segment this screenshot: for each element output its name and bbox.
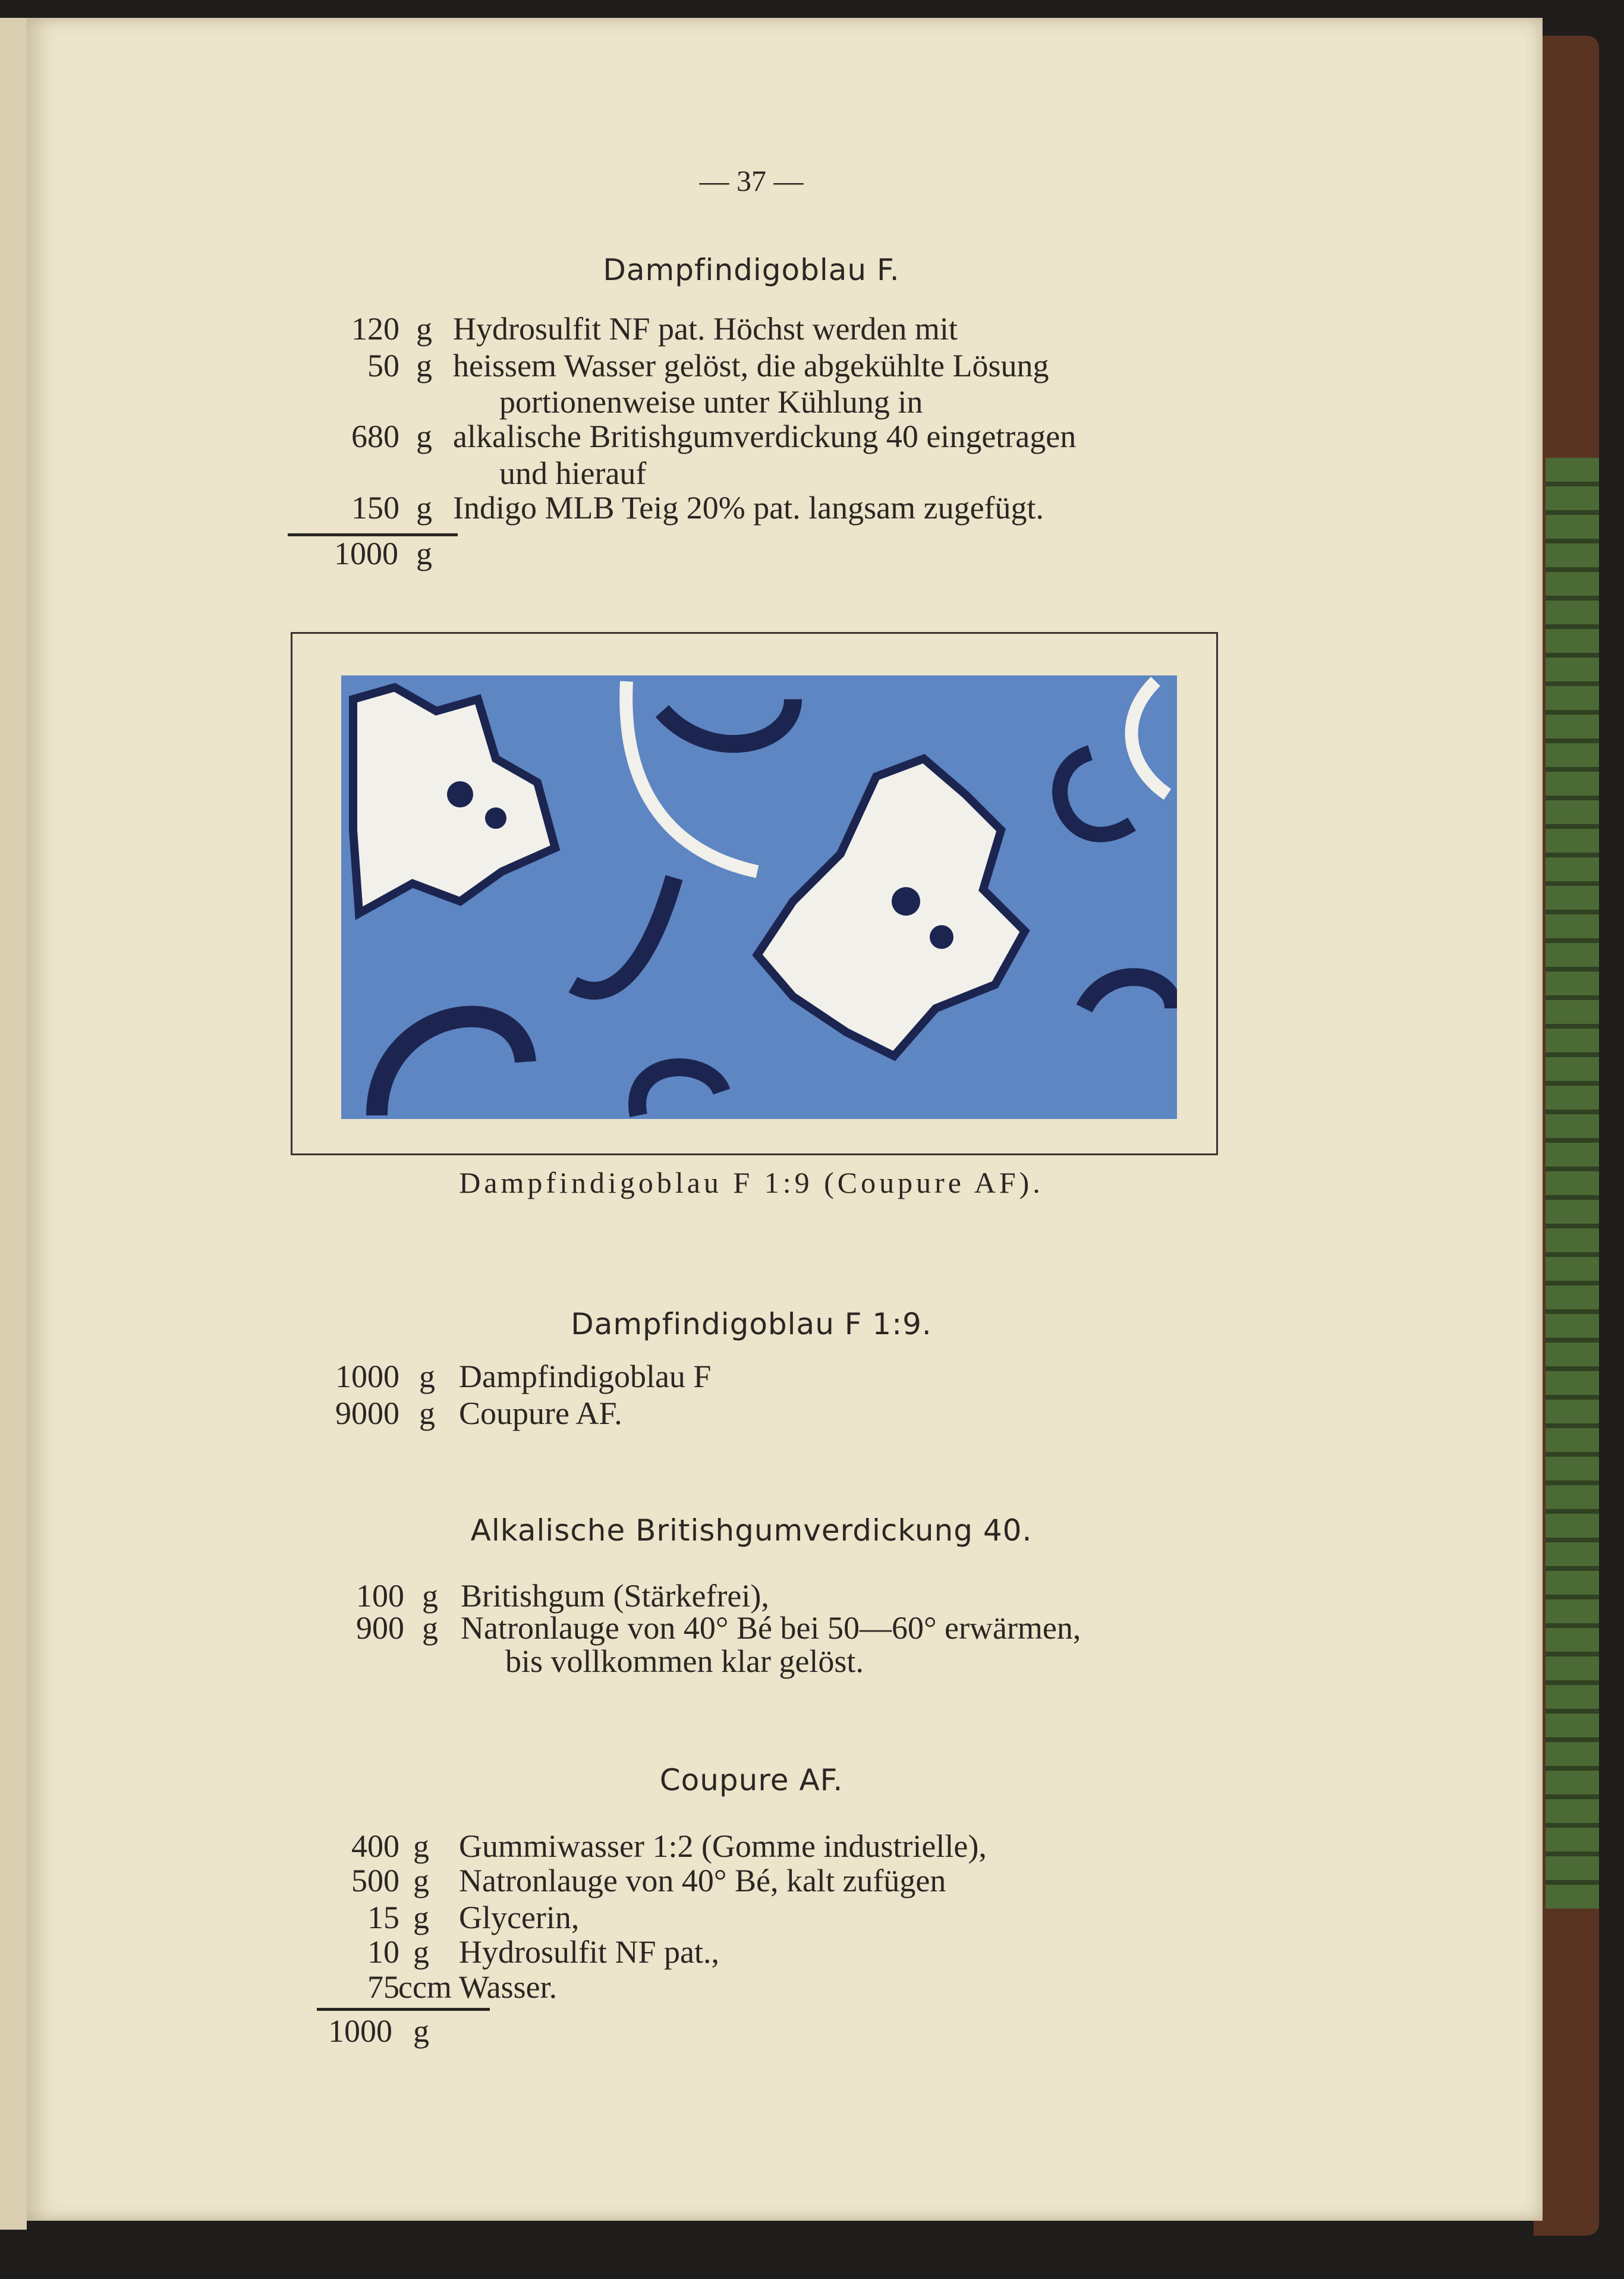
ingredient-unit: g	[416, 348, 432, 383]
ingredient-unit: g	[413, 1934, 429, 1970]
ingredient-unit: g	[422, 1578, 438, 1614]
ingredient-unit: g	[416, 419, 432, 454]
ingredient-amount: 900	[356, 1610, 404, 1646]
ingredient-amount: 100	[356, 1578, 404, 1614]
ingredient-amount: 9000	[335, 1395, 399, 1431]
section-title-dampfindigoblau-f-1-9: Dampfindigoblau F 1:9.	[571, 1307, 932, 1341]
total-amount: 1000	[334, 536, 398, 571]
ingredient-amount: 10	[367, 1934, 399, 1970]
section-title-dampfindigoblau-f: Dampfindigoblau F.	[603, 253, 900, 287]
ingredient-text: Wasser.	[459, 1969, 558, 2005]
ingredient-text: bis vollkommen klar gelöst.	[505, 1643, 864, 1679]
total-unit: g	[413, 2013, 429, 2049]
ingredient-unit: g	[413, 1900, 429, 1935]
ingredient-unit: g	[416, 490, 432, 526]
ingredient-text: und hierauf	[499, 455, 647, 491]
ingredient-text: Dampfindigoblau F	[459, 1359, 712, 1394]
ingredient-unit: g	[413, 1863, 429, 1898]
ingredient-unit: g	[419, 1359, 435, 1394]
total-unit: g	[416, 536, 432, 571]
ingredient-amount: 15	[367, 1900, 399, 1935]
ingredient-unit: g	[419, 1395, 435, 1431]
ingredient-amount: 1000	[335, 1359, 399, 1394]
ingredient-text: Coupure AF.	[459, 1395, 622, 1431]
sum-rule	[317, 2008, 490, 2011]
ingredient-unit: g	[422, 1610, 438, 1646]
ingredient-amount: 75	[367, 1969, 399, 2005]
page-number: — 37 —	[699, 164, 804, 197]
ingredient-text: Gummiwasser 1:2 (Gomme industrielle),	[459, 1828, 987, 1864]
binding-marbled-cover	[1546, 458, 1599, 1909]
ingredient-unit: g	[416, 311, 432, 347]
ingredient-text: Britishgum (Stärkefrei),	[461, 1578, 769, 1614]
ingredient-amount: 120	[351, 311, 399, 347]
left-page-edge	[0, 18, 27, 2230]
ingredient-unit: ccm	[398, 1969, 452, 2005]
section-title-britishgumverdickung: Alkalische Britishgumverdickung 40.	[470, 1513, 1033, 1548]
ingredient-text: heissem Wasser gelöst, die abgekühlte Lösung	[453, 348, 1049, 383]
sample-caption: Dampfindigoblau F 1:9 (Coupure AF).	[459, 1166, 1044, 1199]
section-title-coupure-af: Coupure AF.	[659, 1763, 844, 1797]
ingredient-amount: 50	[367, 348, 399, 383]
ingredient-text: Indigo MLB Teig 20% pat. langsam zugefügt.	[453, 490, 1044, 526]
ingredient-text: Glycerin,	[459, 1900, 580, 1935]
ingredient-text: Hydrosulfit NF pat. Höchst werden mit	[453, 311, 958, 347]
total-amount: 1000	[328, 2013, 392, 2049]
ingredient-text: alkalische Britishgumverdickung 40 eingetragen	[453, 419, 1077, 454]
ingredient-text: portionenweise unter Kühlung in	[499, 384, 923, 420]
ingredient-text: Hydrosulfit NF pat.,	[459, 1934, 719, 1970]
ingredient-amount: 400	[351, 1828, 399, 1864]
ingredient-amount: 150	[351, 490, 399, 526]
ingredient-amount: 680	[351, 419, 399, 454]
fabric-sample-image	[341, 675, 1177, 1119]
ingredient-text: Natronlauge von 40° Bé, kalt zufügen	[459, 1863, 946, 1898]
ingredient-text: Natronlauge von 40° Bé bei 50—60° erwärmen,	[461, 1610, 1081, 1646]
ingredient-amount: 500	[351, 1863, 399, 1898]
ingredient-unit: g	[413, 1828, 429, 1864]
